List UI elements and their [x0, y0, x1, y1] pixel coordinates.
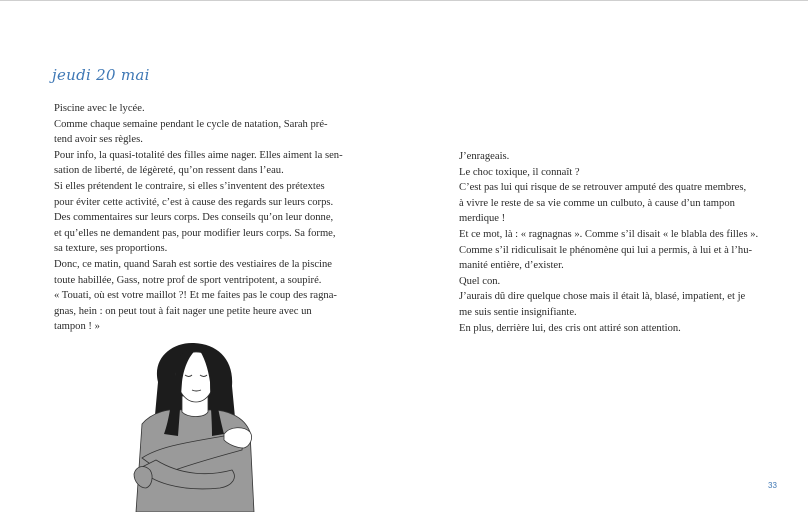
left-hand — [134, 467, 152, 488]
girl-hugging-herself-illustration — [120, 338, 270, 512]
text-line: Comme chaque semaine pendant le cycle de natation, Sarah pré- — [54, 118, 328, 130]
text-line: Comme s’il ridiculisait le phénomène qui lui a permis, à lui et à l’hu- — [459, 244, 753, 256]
text-line: Si elles prétendent le contraire, si elles s’inventent des prétextes — [54, 180, 325, 192]
text-line: En plus, derrière lui, des cris ont attiré son attention. — [459, 322, 681, 334]
text-line: gnas, hein : on peut tout à fait nager une petite heure avec un — [54, 305, 312, 317]
text-line: pour éviter cette activité, c’est à cause des regards sur leurs corps. — [54, 196, 334, 208]
text-line: me suis sentie insignifiante. — [459, 306, 577, 318]
text-line: Et ce mot, là : « ragnagnas ». Comme s’il disait « le blabla des filles ». — [459, 228, 759, 240]
text-line: tend avoir ses règles. — [54, 134, 143, 146]
text-line: merdique ! — [459, 213, 506, 225]
text-line: Donc, ce matin, quand Sarah est sortie des vestiaires de la piscine — [54, 258, 332, 270]
text-line: sation de liberté, de légèreté, qu’on ressent dans l’eau. — [54, 165, 284, 177]
text-line: Piscine avec le lycée. — [54, 103, 145, 114]
right-text-column — [459, 149, 759, 336]
text-line: sa texture, ses proportions. — [54, 243, 168, 255]
text-line: Quel con. — [459, 275, 501, 287]
page-number: 33 — [768, 481, 777, 490]
text-line: Pour info, la quasi-totalité des filles aime nager. Elles aiment la sen- — [54, 149, 343, 161]
text-line: Le choc toxique, il connaît ? — [459, 166, 580, 178]
text-line: toute habillée, Gass, notre prof de sport ventripotent, a soupiré. — [54, 274, 322, 286]
text-line: J’aurais dû dire quelque chose mais il était là, blasé, impatient, et je — [459, 291, 746, 303]
text-line: et qu’elles ne demandent pas, pour modifier leurs corps. Sa forme, — [54, 227, 336, 239]
text-line: à vivre le reste de sa vie comme un culbuto, à cause d’un tampon — [459, 197, 735, 209]
text-line: « Touati, où est votre maillot ?! Et me faites pas le coup des ragna- — [54, 290, 337, 302]
text-line: J’enrageais. — [459, 151, 510, 162]
text-line: C’est pas lui qui risque de se retrouver amputé des quatre membres, — [459, 182, 747, 194]
text-line: tampon ! » — [54, 321, 100, 333]
date-heading: jeudi 20 mai — [52, 66, 150, 84]
text-line: manité entière, d’exister. — [459, 260, 564, 272]
left-text-column — [54, 101, 354, 335]
page-top-rule — [0, 0, 808, 1]
text-line: Des commentaires sur leurs corps. Des conseils qu’on leur donne, — [54, 212, 334, 224]
